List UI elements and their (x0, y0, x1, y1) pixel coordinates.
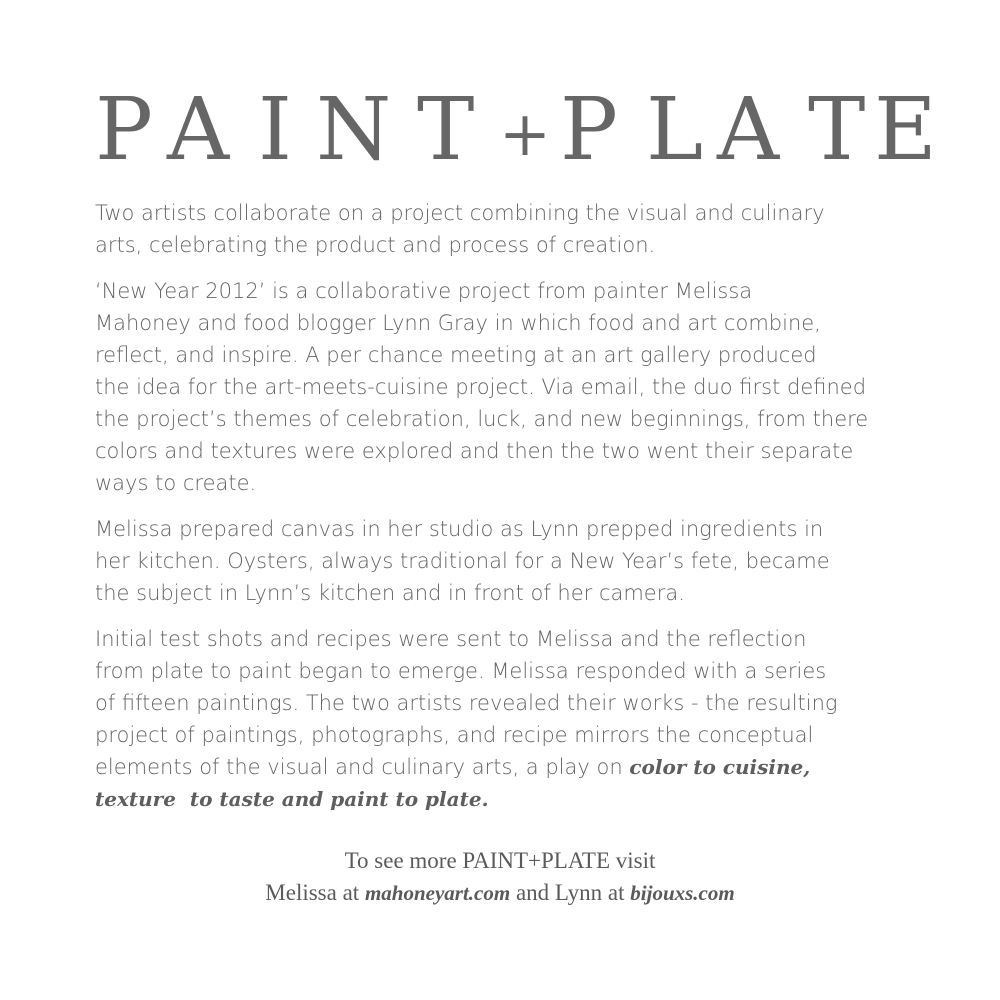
text-line: her kitchen. Oysters, always traditional for a New Year’s fete, became (95, 549, 830, 573)
text-line: Initial test shots and recipes were sent to Melissa and the reflection (95, 627, 807, 651)
title-letter: L (646, 80, 704, 180)
text-line (95, 751, 915, 783)
website-link-bijouxs[interactable]: bijouxs.com (630, 881, 735, 905)
title-letter: A (167, 80, 230, 180)
page-title (95, 80, 937, 180)
text-line: ways to create. (95, 471, 257, 495)
text-fragment: and Lynn at (510, 880, 631, 905)
footer-line (0, 877, 1000, 909)
text-line: the idea for the art-meets-cuisine project. Via email, the duo first defined (95, 375, 867, 399)
text-line: Mahoney and food blogger Lynn Gray in which food and art combine, (95, 311, 821, 335)
intro-paragraph (95, 197, 915, 261)
title-letter: P (560, 80, 618, 180)
text-line (95, 783, 915, 815)
title-letter: + (499, 97, 551, 170)
website-link-mahoneyart[interactable]: mahoneyart.com (364, 881, 511, 905)
paragraph-results (95, 623, 915, 815)
text-line: ‘New Year 2012’ is a collaborative project from painter Melissa (95, 279, 753, 303)
text-line: the subject in Lynn’s kitchen and in front of her camera. (95, 581, 685, 605)
title-letter: P (95, 80, 153, 180)
footer-line: To see more PAINT+PLATE visit (344, 848, 656, 873)
text-line: from plate to paint began to emerge. Melissa responded with a series (95, 659, 827, 683)
text-line: Two artists collaborate on a project combining the visual and culinary (95, 201, 825, 225)
title-letter: I (258, 80, 292, 180)
paragraph-project (95, 275, 915, 499)
text-line: project of paintings, photographs, and recipe mirrors the conceptual (95, 723, 814, 747)
footer-credits (0, 845, 1000, 909)
title-letter: E (874, 80, 937, 180)
emphasis-text: texture to taste and paint to plate (95, 787, 482, 811)
text-line: reflect, and inspire. A per chance meeting at an art gallery produced (95, 343, 817, 367)
title-letter: N (316, 80, 392, 180)
text-line: of fifteen paintings. The two artists revealed their works - the resulting (95, 691, 838, 715)
text-fragment: Melissa at (265, 880, 365, 905)
text-line: arts, celebrating the product and process of creation. (95, 233, 656, 257)
paragraph-preparation (95, 513, 915, 609)
text-line: colors and textures were explored and then the two went their separate (95, 439, 854, 463)
title-letter: T (417, 80, 475, 180)
text-fragment: . (481, 787, 489, 811)
title-letter: T (808, 80, 866, 180)
text-line: the project’s themes of celebration, luck, and new beginnings, from there (95, 407, 869, 431)
title-letter: A (717, 80, 780, 180)
text-line: Melissa prepared canvas in her studio as Lynn prepped ingredients in (95, 517, 824, 541)
emphasis-text: color to cuisine, (629, 755, 811, 779)
text-fragment: elements of the visual and culinary arts, a play on (95, 755, 630, 779)
article-body (95, 197, 915, 829)
